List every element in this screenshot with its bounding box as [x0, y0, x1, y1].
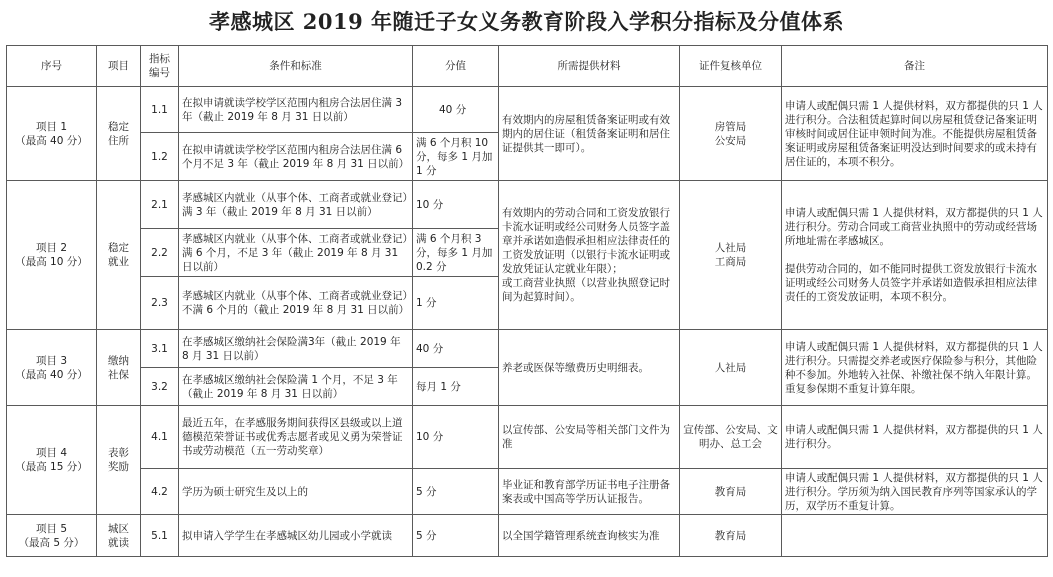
group-remark: 申请人或配偶只需 1 人提供材料，双方都提供的只 1 人进行积分。只需提交养老或医疗保险参与积分，其他险种不参加。外地转入社保、补缴社保不纳入年限计算。重复参保期不重复计算年限。	[782, 330, 1048, 406]
header-row	[7, 46, 1048, 87]
row-criteria: 学历为硕士研究生及以上的	[179, 469, 413, 515]
group-item: 城区 就读	[97, 515, 141, 557]
group-materials: 有效期内的劳动合同和工资发放银行卡流水证明或经公司财务人员签字盖章并承诺如造假承担相应法律责任的工资发放证明（以银行卡流水证明或发放凭证认定就业年限）； 或工商营业执照（以营业执照登记时间为起算时间）。	[499, 181, 680, 330]
row-remark: 申请人或配偶只需 1 人提供材料，双方都提供的只 1 人进行积分。	[782, 406, 1048, 469]
row-criteria: 拟申请入学学生在孝感城区幼儿园或小学就读	[179, 515, 413, 557]
row-score: 满 6 个月积 3 分，每多 1 月加 0.2 分	[413, 229, 499, 277]
points-table	[6, 45, 1048, 557]
header-code: 指标编号	[141, 46, 179, 87]
header-item: 项目	[97, 46, 141, 87]
group-item: 稳定 就业	[97, 181, 141, 330]
row-score: 1 分	[413, 277, 499, 330]
group-item: 稳定 住所	[97, 87, 141, 181]
group-unit: 人社局	[680, 330, 782, 406]
row-unit: 宣传部、公安局、文明办、总工会	[680, 406, 782, 469]
row-criteria: 最近五年，在孝感服务期间获得区县级或以上道德模范荣誉证书或优秀志愿者或见义勇为荣誉证书或劳动模范（五一劳动奖章）	[179, 406, 413, 469]
row-materials: 毕业证和教育部学历证书电子注册备案表或中国高等学历认证报告。	[499, 469, 680, 515]
row-criteria: 在拟申请就读学校学区范围内租房合法居住满 6 个月不足 3 年（截止 2019 年 8 月 31 日以前）	[179, 133, 413, 181]
row-criteria: 孝感城区内就业（从事个体、工商者或就业登记）满 3 年（截止 2019 年 8 月 31 日以前）	[179, 181, 413, 229]
row-score: 每月 1 分	[413, 368, 499, 406]
group-seq: 项目 5 （最高 5 分）	[7, 515, 97, 557]
group-seq: 项目 2 （最高 10 分）	[7, 181, 97, 330]
row-score: 满 6 个月积 10 分，每多 1 月加 1 分	[413, 133, 499, 181]
group-unit: 房管局 公安局	[680, 87, 782, 181]
table-row	[7, 469, 1048, 515]
group-remark: 申请人或配偶只需 1 人提供材料，双方都提供的只 1 人进行积分。劳动合同或工商营业执照中的劳动或经营场所地址需在孝感城区。 提供劳动合同的，如不能同时提供工资发放银行卡流水证明或经公司财务人员签字并承诺如造假承担相应法律责任的工资发放证明，本项不积分。	[782, 181, 1048, 330]
table-row	[7, 515, 1048, 557]
row-score: 10 分	[413, 181, 499, 229]
group-seq: 项目 4 （最高 15 分）	[7, 406, 97, 515]
row-criteria: 在孝感城区缴纳社会保险满3年（截止 2019 年 8 月 31 日以前）	[179, 330, 413, 368]
row-score: 10 分	[413, 406, 499, 469]
page-title: 孝感城区 2019 年随迁子女义务教育阶段入学积分指标及分值体系	[208, 9, 845, 34]
header-criteria: 条件和标准	[179, 46, 413, 87]
header-remark: 备注	[782, 46, 1048, 87]
table-row	[7, 330, 1048, 368]
group-item: 表彰 奖励	[97, 406, 141, 515]
row-remark: 申请人或配偶只需 1 人提供材料，双方都提供的只 1 人进行积分。学历须为纳入国民教育序列等国家承认的学历，双学历不重复计算。	[782, 469, 1048, 515]
row-criteria: 孝感城区内就业（从事个体、工商者或就业登记）满 6 个月，不足 3 年（截止 2019 年 8 月 31 日以前）	[179, 229, 413, 277]
group-remark: 申请人或配偶只需 1 人提供材料，双方都提供的只 1 人进行积分。合法租赁起算时间以房屋租赁登记备案证明审核时间或居住证申领时间为准。不能提供房屋租赁备案证明或房屋租赁备案证明没达到时间要求的或未持有居住证的，本项不积分。	[782, 87, 1048, 181]
table-row	[7, 181, 1048, 229]
table-row	[7, 87, 1048, 133]
header-score: 分值	[413, 46, 499, 87]
row-code: 1.1	[141, 87, 179, 133]
group-seq: 项目 3 （最高 40 分）	[7, 330, 97, 406]
group-item: 缴纳 社保	[97, 330, 141, 406]
row-unit: 教育局	[680, 515, 782, 557]
row-code: 1.2	[141, 133, 179, 181]
header-seq: 序号	[7, 46, 97, 87]
group-seq: 项目 1 （最高 40 分）	[7, 87, 97, 181]
row-unit: 教育局	[680, 469, 782, 515]
group-materials: 养老或医保等缴费历史明细表。	[499, 330, 680, 406]
row-remark	[782, 515, 1048, 557]
row-materials: 以全国学籍管理系统查询核实为准	[499, 515, 680, 557]
row-code: 3.2	[141, 368, 179, 406]
row-criteria: 在孝感城区缴纳社会保险满 1 个月，不足 3 年（截止 2019 年 8 月 31 日以前）	[179, 368, 413, 406]
row-code: 4.2	[141, 469, 179, 515]
row-code: 2.1	[141, 181, 179, 229]
row-code: 4.1	[141, 406, 179, 469]
row-code: 2.3	[141, 277, 179, 330]
row-materials: 以宣传部、公安局等相关部门文件为准	[499, 406, 680, 469]
row-code: 3.1	[141, 330, 179, 368]
header-materials: 所需提供材料	[499, 46, 680, 87]
header-unit: 证件复核单位	[680, 46, 782, 87]
group-unit: 人社局 工商局	[680, 181, 782, 330]
row-score: 40 分	[413, 330, 499, 368]
row-criteria: 在拟申请就读学校学区范围内租房合法居住满 3 年（截止 2019 年 8 月 31 日以前）	[179, 87, 413, 133]
row-criteria: 孝感城区内就业（从事个体、工商者或就业登记）不满 6 个月的（截止 2019 年 8 月 31 日以前）	[179, 277, 413, 330]
row-code: 2.2	[141, 229, 179, 277]
row-code: 5.1	[141, 515, 179, 557]
row-score: 5 分	[413, 469, 499, 515]
table-row	[7, 406, 1048, 469]
row-score: 40 分	[413, 87, 499, 133]
group-materials: 有效期内的房屋租赁备案证明或有效期内的居住证（租赁备案证明和居住证提供其一即可）。	[499, 87, 680, 181]
row-score: 5 分	[413, 515, 499, 557]
